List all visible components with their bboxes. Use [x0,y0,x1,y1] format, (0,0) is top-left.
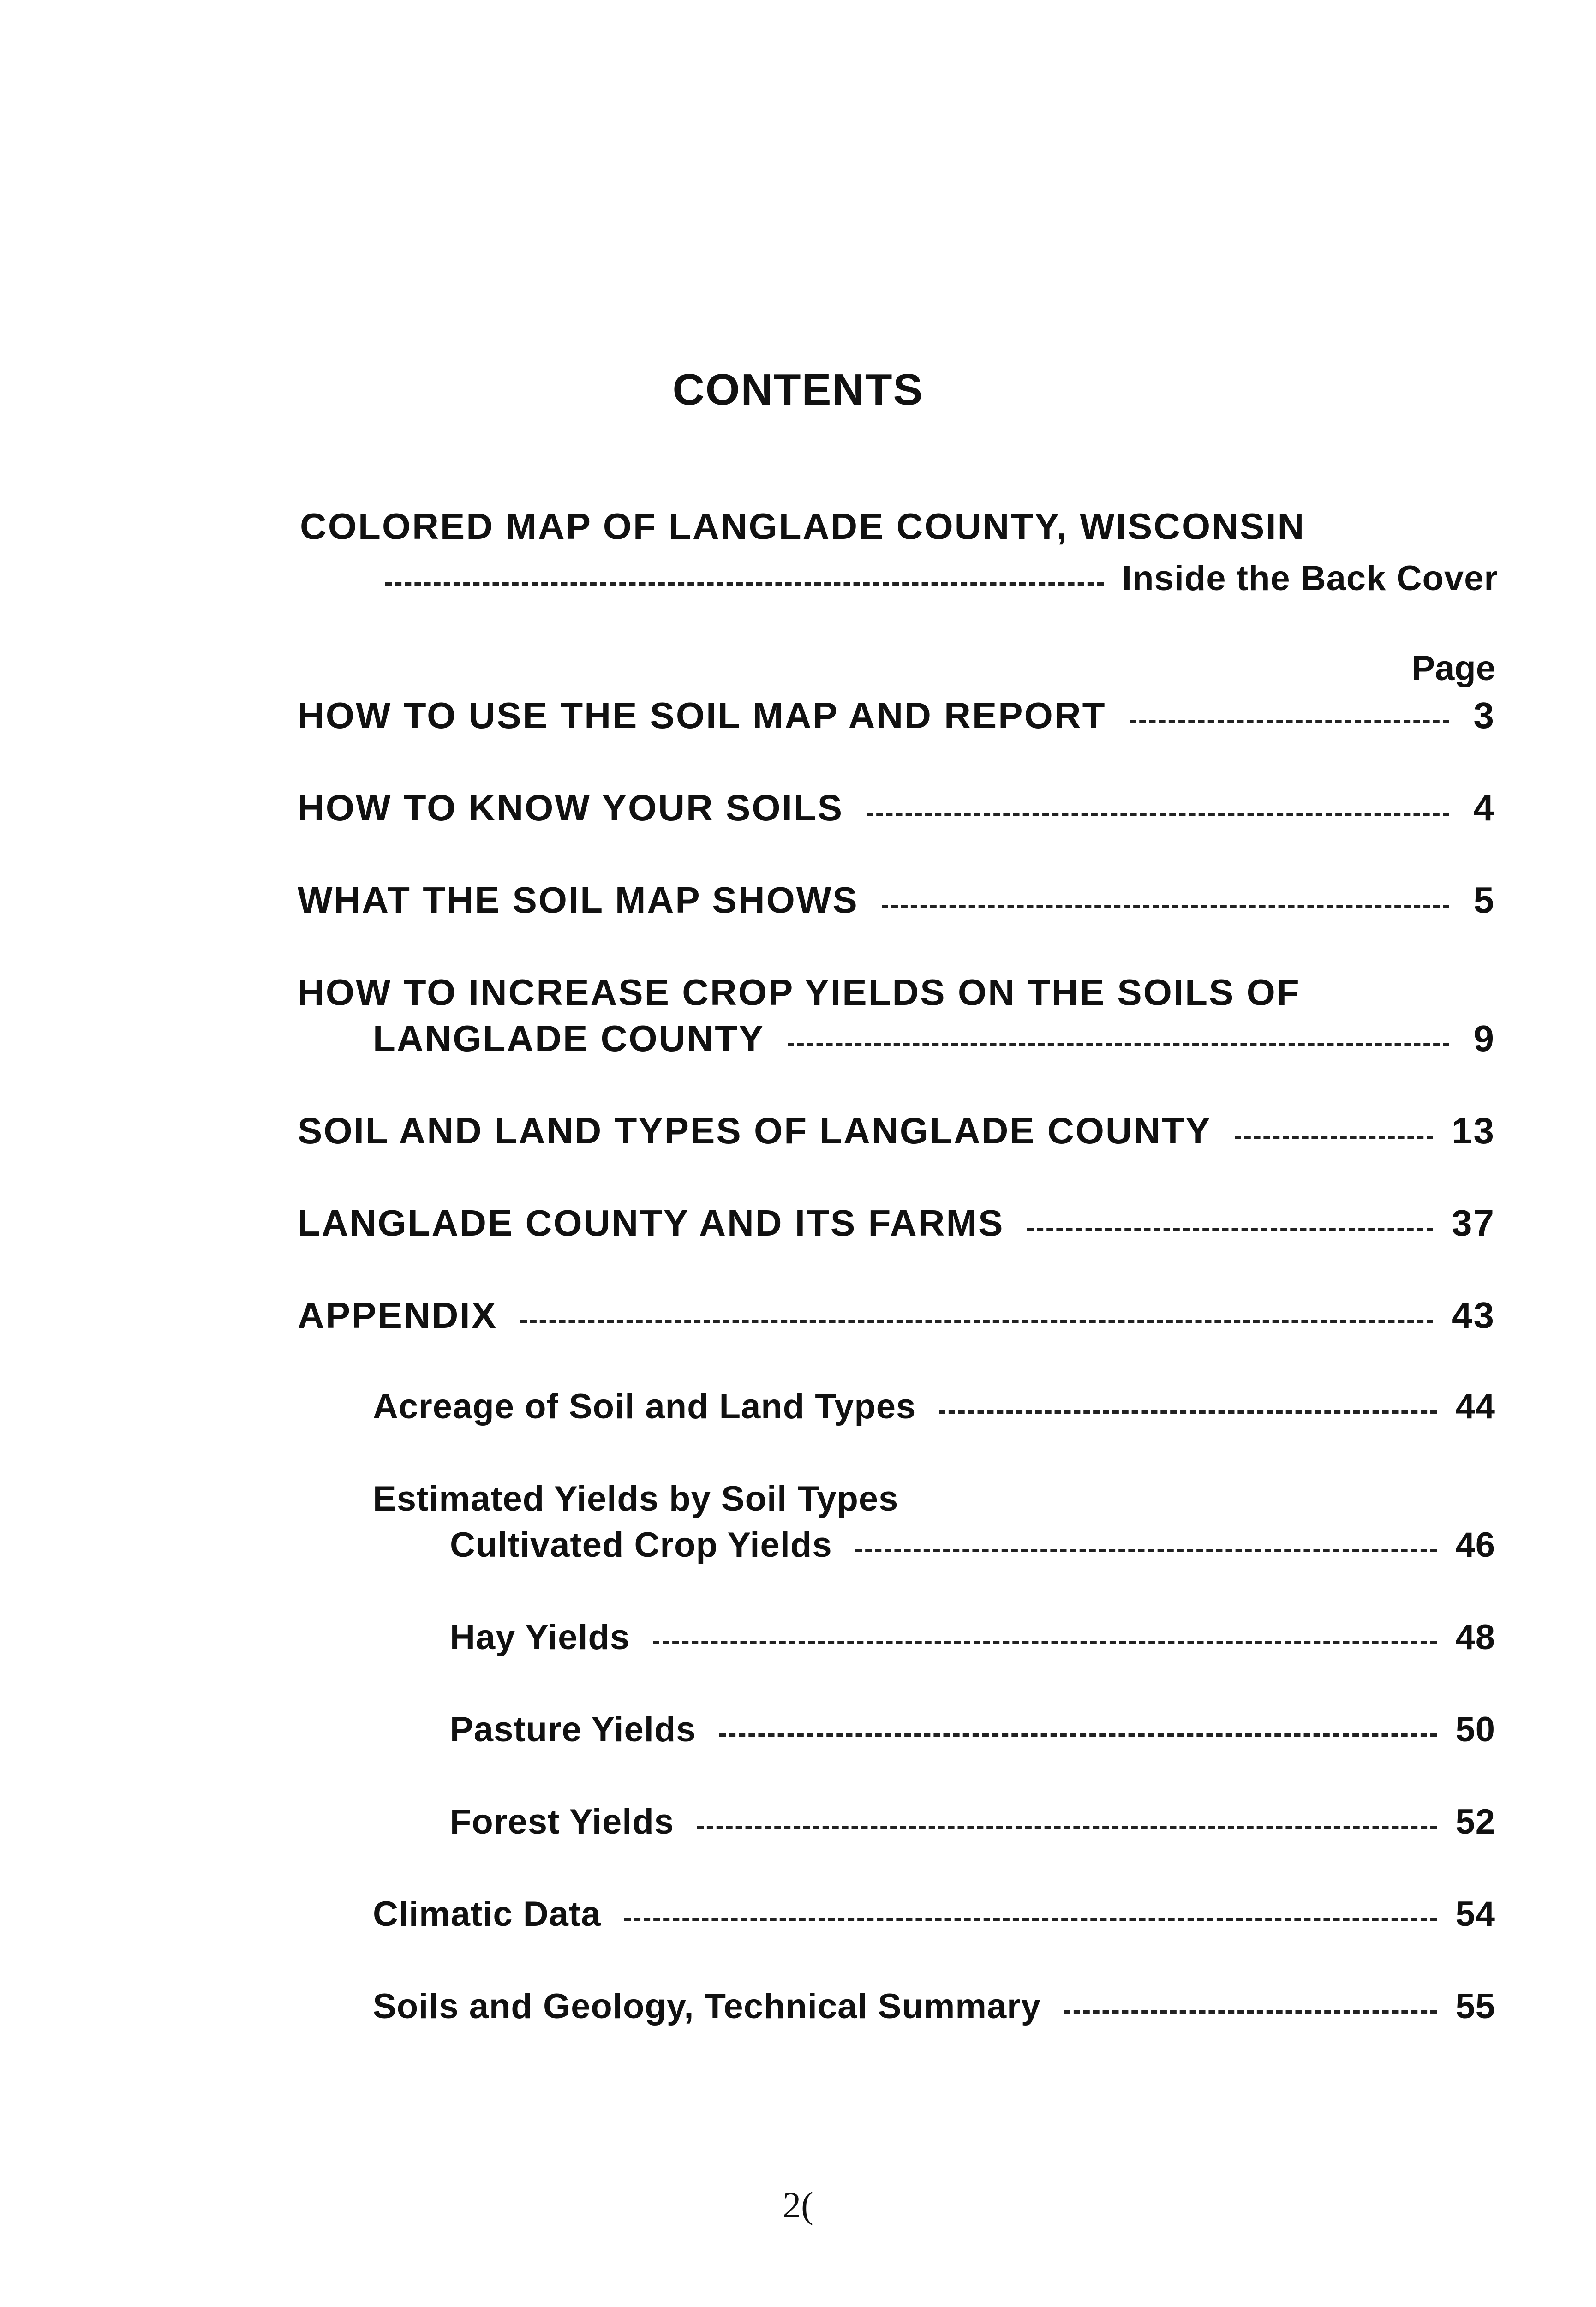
toc-subentry-label: Cultivated Crop Yields [450,1525,832,1565]
toc-subentry-label: Hay Yields [450,1618,630,1657]
toc-subentry [450,1525,1495,1565]
toc-entry [298,879,1495,921]
toc-entry-label: LANGLADE COUNTY AND ITS FARMS [298,1202,1004,1243]
toc-subentry-label: Pasture Yields [450,1710,696,1749]
toc-entry [298,694,1495,737]
toc-subentry-page: 55 [1455,1987,1495,2026]
toc-entry-page: 4 [1473,787,1495,828]
leader-dots [520,1320,1433,1323]
toc-entry-label: LANGLADE COUNTY [373,1018,765,1059]
toc-entry-label: HOW TO INCREASE CROP YIELDS ON THE SOILS OF [298,972,1301,1013]
leader-dots [1027,1228,1433,1231]
toc-subentry-page: 44 [1455,1387,1495,1426]
toc-subentry-label: Forest Yields [450,1802,675,1841]
toc-subentry-page: 50 [1455,1710,1495,1749]
toc-subentry-label: Climatic Data [373,1895,601,1934]
toc-subentry [373,1387,1495,1427]
page-title: CONTENTS [672,365,924,414]
leader-dots [653,1641,1437,1644]
leader-dots [385,582,1104,586]
map-entry-label: COLORED MAP OF LANGLADE COUNTY, WISCONSIN [300,506,1306,547]
toc-entry-label: HOW TO USE THE SOIL MAP AND REPORT [298,695,1106,736]
leader-dots [1064,2010,1437,2014]
toc-entry [298,1202,1495,1244]
toc-entry-page: 9 [1473,1018,1495,1059]
toc-entry-label: APPENDIX [298,1295,497,1336]
leader-dots [624,1918,1437,1921]
toc-subentry [450,1709,1495,1750]
toc-entry-label: SOIL AND LAND TYPES OF LANGLADE COUNTY [298,1110,1212,1151]
leader-dots [788,1043,1449,1046]
toc-entry-page: 13 [1452,1110,1495,1151]
toc-entry [373,1017,1495,1060]
toc-entry [298,1110,1495,1152]
leader-dots [939,1410,1437,1414]
toc-subentry [373,1894,1495,1934]
leader-dots [697,1826,1437,1829]
toc-subentry-label: Acreage of Soil and Land Types [373,1387,916,1426]
leader-dots [882,905,1449,908]
map-entry-line [385,558,1498,598]
toc-entry [298,1294,1495,1337]
toc-subentry-page: 52 [1455,1802,1495,1841]
leader-dots [1130,720,1449,723]
leader-dots [867,813,1449,816]
toc-entry [298,787,1495,829]
page-column-header: Page [1411,649,1495,688]
toc-entry-label: HOW TO KNOW YOUR SOILS [298,787,844,828]
toc-entry-page: 5 [1473,879,1495,920]
toc-subentry-page: 46 [1455,1525,1495,1565]
leader-dots [855,1549,1437,1552]
toc-entry-page: 3 [1473,695,1495,736]
toc-subentry-page: 54 [1455,1895,1495,1934]
leader-dots [719,1733,1437,1737]
toc-entry-label: WHAT THE SOIL MAP SHOWS [298,879,859,920]
toc-subentry [450,1617,1495,1657]
toc-subheading: Estimated Yields by Soil Types [373,1479,899,1518]
toc-subentry [373,1986,1495,2026]
page-number: 2( [783,2185,813,2226]
toc-subentry-label: Soils and Geology, Technical Summary [373,1987,1041,2026]
map-entry-location: Inside the Back Cover [1122,559,1498,598]
leader-dots [1235,1136,1433,1139]
toc-entry-page: 37 [1452,1202,1495,1243]
toc-subentry-page: 48 [1455,1618,1495,1657]
toc-entry-page: 43 [1452,1295,1495,1336]
toc-subentry [450,1802,1495,1842]
